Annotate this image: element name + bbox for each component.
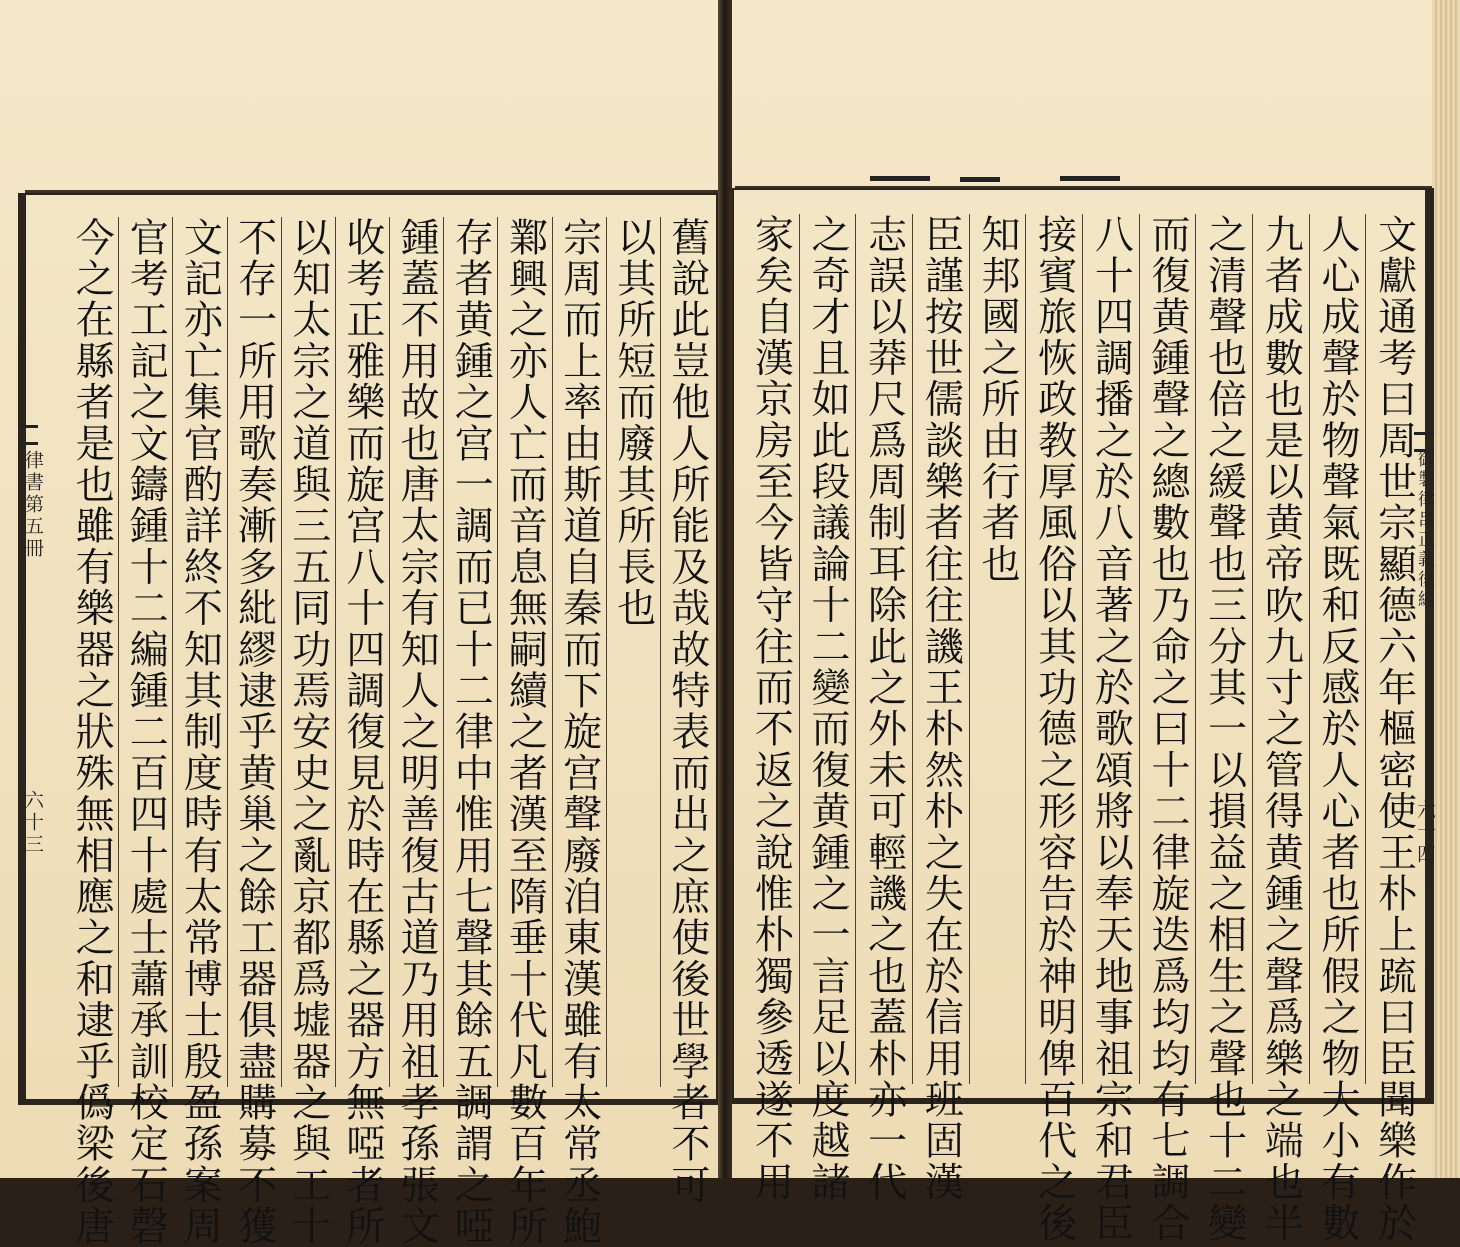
text-column: 人心成聲於物聲氣既和反感於人心者也所假之物大小有數 [1315,214,1360,1244]
column-rule [335,217,336,1087]
text-column: 文獻通考曰周世宗顯德六年樞密使王朴上䟽曰臣聞樂作於 [1371,214,1417,1244]
text-column: 鄴興之亦人亡而音息無嗣續之者漢至隋垂十代凡數百年所 [502,217,548,1247]
text-column: 官考工記之文鑄鍾十二編鍾二百四十處士蕭承訓校定石磬 [123,217,169,1247]
column-rule [855,214,856,1084]
text-column: 之奇才且如此段議論十二變而復黄鍾之一言足以度越諸 [805,214,850,1203]
text-column: 收考正雅樂而旋宫八十四調復見於時在縣之器方無啞者所 [339,217,385,1247]
right-text-frame [732,188,1434,1244]
text-column: 而復黄鍾聲之總數也乃命之曰十二律旋迭爲均均有七調合 [1145,214,1190,1244]
column-rule [1252,214,1253,1084]
column-rule [1139,214,1140,1084]
column-rule [1195,214,1196,1084]
text-column: 志誤以莽尺爲周制耳除此之外未可輕譏之也蓋朴亦一代 [861,214,907,1203]
column-rule [1025,214,1026,1084]
text-column: 九者成數也是以黄帝吹九寸之管得黄鍾之聲爲樂之端也半 [1258,214,1304,1244]
left-margin-label: 律書第五冊 [22,450,44,560]
ink-mark [1060,176,1120,181]
column-rule [443,217,444,1087]
text-column: 今之在縣者是也雖有樂器之狀殊無相應之和逮乎僞梁後唐 [69,217,115,1247]
text-column: 文記亦亡集官酌詳終不知其制度時有太常博士殷盈孫案周 [177,217,223,1247]
left-text-block [64,217,714,1247]
right-text-block [742,214,1422,1244]
book-gutter [718,0,732,1178]
column-rule [660,217,661,1087]
column-rule [606,217,607,1087]
text-column: 舊說此豈他人所能及哉故特表而出之庶使後世學者不可 [664,217,710,1206]
fishtail-mark [1414,432,1434,452]
text-column: 存者黄鍾之宫一調而已十二律中惟用七聲其餘五調謂之啞 [448,217,494,1247]
text-column: 之清聲也倍之緩聲也三分其一以損益之相生之聲也十二變 [1201,214,1247,1244]
column-rule [227,217,228,1087]
text-column: 不存一所用歌奏漸多紕繆逮乎黄巢之餘工器俱盡購募不獲 [231,217,277,1247]
column-rule [552,217,553,1087]
column-rule [172,217,173,1087]
column-rule [1365,214,1366,1084]
text-column: 家矣自漢京房至今皆守往而不返之說惟朴獨參透遂不用 [748,214,794,1203]
text-column: 宗周而上率由斯道自秦而下旋宫聲廢洎東漢雖有太常丞鮑 [556,217,602,1247]
right-margin-page: 六十四 [1414,800,1436,866]
column-rule [389,217,390,1087]
text-column: 以知太宗之道與三五同功焉安史之亂京都爲墟器之與工十 [285,217,331,1247]
column-rule [969,214,970,1084]
right-margin-label: 御製律呂正義後編 [1414,450,1434,610]
text-column: 鍾蓋不用故也唐太宗有知人之明善復古道乃用祖孝孫張文 [394,217,440,1247]
column-rule [118,217,119,1087]
ink-mark [960,177,1000,182]
text-column: 八十四調播之於八音著之於歌頌將以奉天地事祖宗和君臣 [1088,214,1134,1244]
text-column: 知邦國之所由行者也 [975,214,1020,585]
left-text-frame [18,193,718,1247]
column-rule [281,217,282,1087]
column-rule [1309,214,1310,1084]
text-column: 接賓旅恢政教厚風俗以其功德之形容告於神明俾百代之後 [1031,214,1077,1244]
fishtail-mark [18,425,38,445]
column-rule [799,214,800,1084]
column-rule [497,217,498,1087]
text-column: 臣謹按世儒談樂者往往譏王朴然朴之失在於信用班固漢 [918,214,964,1203]
ink-mark [870,176,930,181]
column-rule [912,214,913,1084]
left-margin-page: 六十三 [22,790,44,856]
text-column: 以其所短而廢其所長也 [610,217,656,629]
column-rule [1082,214,1083,1084]
